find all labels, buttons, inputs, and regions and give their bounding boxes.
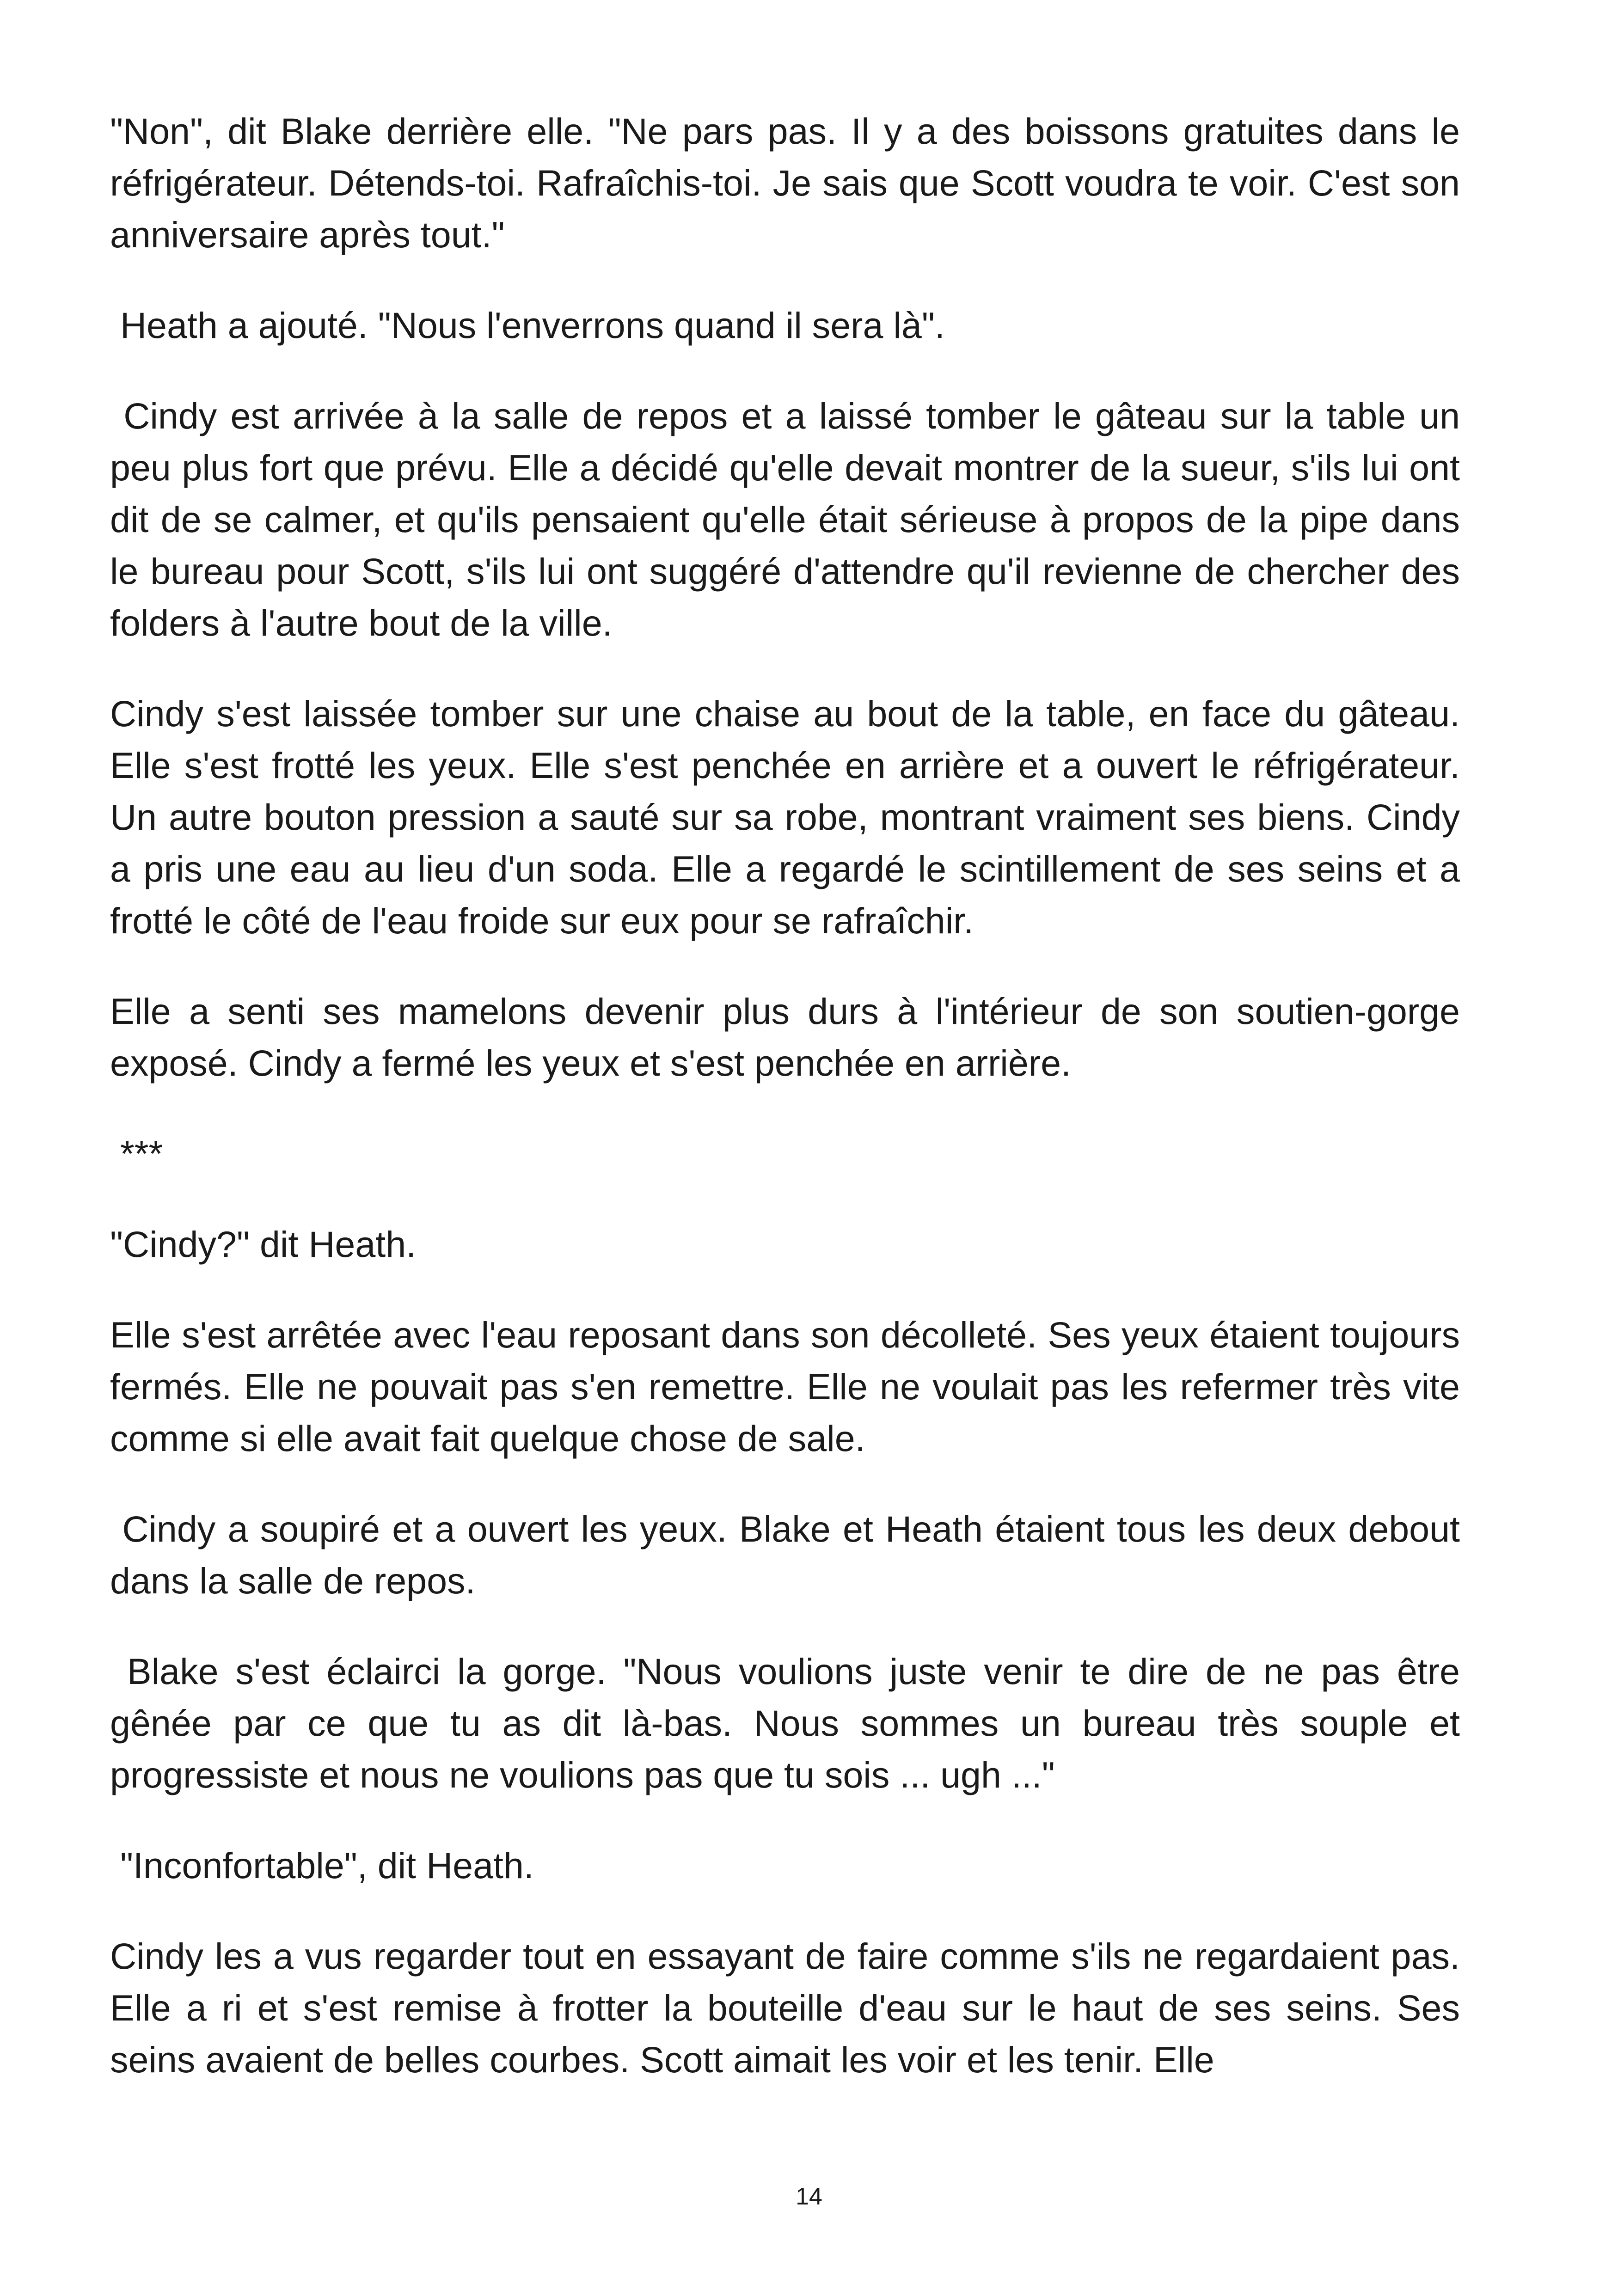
text-body bbox=[110, 105, 1470, 2125]
paragraph-1: "Non", dit Blake derrière elle. "Ne pars pas. Il y a des boissons gratuites dans le réfrigérateur. Détends-toi. Rafraîchis-toi. Je sais que Scott voudra te voir. C'est son anniversaire après tout." bbox=[110, 110, 1470, 255]
paragraph-7: "Cindy?" dit Heath. bbox=[110, 1224, 417, 1265]
paragraph-5: Elle a senti ses mamelons devenir plus durs à l'intérieur de son soutien-gorge exposé. Cindy a fermé les yeux et s'est penchée en arrière. bbox=[110, 991, 1470, 1084]
paragraph-8: Elle s'est arrêtée avec l'eau reposant dans son décolleté. Ses yeux étaient toujours fermés. Elle ne pouvait pas s'en remettre. Elle ne voulait pas les refermer très vite comme si elle avait fait quelque chose de sale. bbox=[110, 1314, 1470, 1459]
scene-break: *** bbox=[110, 1133, 163, 1174]
paragraph-12: Cindy les a vus regarder tout en essayant de faire comme s'ils ne regardaient pas. Elle a ri et s'est remise à frotter la bouteille d'eau sur le haut de ses seins. Ses seins avaient de belles courbes. Scott aimait les voir et les tenir. Elle bbox=[110, 1935, 1470, 2080]
paragraph-4: Cindy s'est laissée tomber sur une chaise au bout de la table, en face du gâteau. Elle s'est frotté les yeux. Elle s'est penchée en arrière et a ouvert le réfrigérateur. Un autre bouton pression a sauté sur sa robe, montrant vraiment ses biens. Cindy a pris une eau au lieu d'un soda. Elle a regardé le scintillement de ses seins et a frotté le côté de l'eau froide sur eux pour se rafraîchir. bbox=[110, 693, 1470, 941]
paragraph-3: Cindy est arrivée à la salle de repos et a laissé tomber le gâteau sur la table un peu plus fort que prévu. Elle a décidé qu'elle devait montrer de la sueur, s'ils lui ont dit de se calmer, et qu'ils pensaient qu'elle était sérieuse à propos de la pipe dans le bureau pour Scott, s'ils lui ont suggéré d'attendre qu'il revienne de chercher des folders à l'autre bout de la ville. bbox=[110, 395, 1470, 643]
paragraph-2: Heath a ajouté. "Nous l'enverrons quand il sera là". bbox=[110, 305, 945, 346]
paragraph-10: Blake s'est éclairci la gorge. "Nous voulions juste venir te dire de ne pas être gênée par ce que tu as dit là-bas. Nous sommes un bureau très souple et progressiste et nous ne voulions pas que tu sois ... ugh ..." bbox=[110, 1651, 1470, 1795]
paragraph-11: "Inconfortable", dit Heath. bbox=[110, 1845, 534, 1886]
paragraph-9: Cindy a soupiré et a ouvert les yeux. Blake et Heath étaient tous les deux debout dans la salle de repos. bbox=[110, 1508, 1470, 1601]
page-number: 14 bbox=[796, 2183, 822, 2210]
